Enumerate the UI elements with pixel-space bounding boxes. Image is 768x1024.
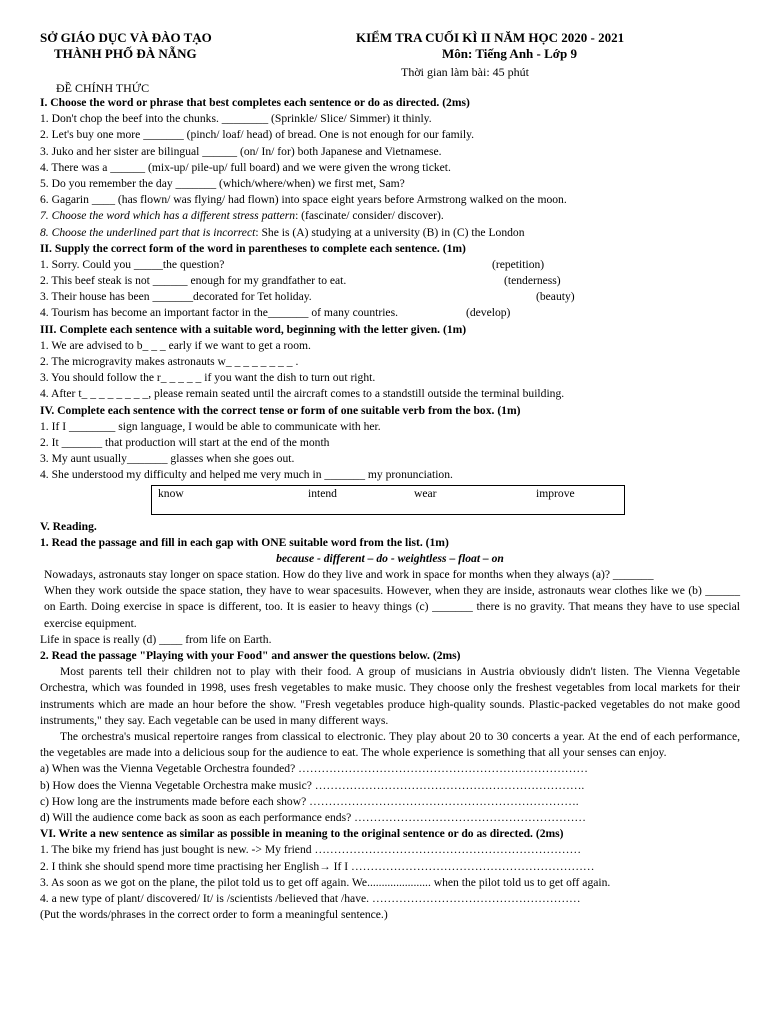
question-line: 4. There was a ______ (mix-up/ pile-up/ full board) and we were given the wrong ticket.: [40, 160, 451, 174]
question-line: 3. As soon as we got on the plane, the pilot told us to get off again. We...................... when the pilot told us to get off again.: [40, 875, 611, 889]
reading-question: b) How does the Vienna Vegetable Orchestra make music? …………………………………………………………….: [40, 778, 585, 792]
question-line: 4. She understood my difficulty and helped me very much in _______ my pronunciation.: [40, 468, 453, 482]
question-line: 6. Gagarin ____ (has flown/ was flying/ had flown) into space eight years before Armstrong walked on the moon.: [40, 193, 567, 207]
question-text: 1. Sorry. Could you _____the question?: [40, 257, 225, 271]
word-hint: (develop): [466, 306, 511, 320]
question-options: : She is (A) studying at a university (B) in (C) the London: [255, 225, 525, 239]
question-line: [40, 289, 740, 305]
question-line: 1. We are advised to b_ _ _ early if we want to get a room.: [40, 338, 311, 352]
verb-option: intend: [308, 486, 337, 500]
time-allowed: Thời gian làm bài: 45 phút: [401, 65, 529, 79]
section-3-title: III. Complete each sentence with a suitable word, beginning with the letter given. (1m): [40, 322, 467, 336]
verb-box: [151, 485, 625, 515]
question-instruction: 8. Choose the underlined part that is incorrect: [40, 225, 256, 239]
reading-question: a) When was the Vienna Vegetable Orchestra founded? …………………………………………………………………: [40, 762, 588, 776]
question-line: 1. If I ________ sign language, I would be able to communicate with her.: [40, 419, 381, 433]
question-line: 4. After t_ _ _ _ _ _ _ _, please remain seated until the aircraft comes to a standstill outside the terminal building.: [40, 387, 565, 401]
section-5-title: V. Reading.: [40, 519, 97, 533]
question-line: [40, 208, 740, 224]
question-line: 2. I think she should spend more time practising her English→ If I ………………………………………………………: [40, 859, 595, 873]
word-list: because - different – do - weightless – float – on: [276, 551, 504, 565]
reading-paragraph: Life in space is really (d) ____ from life on Earth.: [40, 632, 272, 646]
exam-content: [40, 95, 740, 923]
question-line: 2. The microgravity makes astronauts w_ _ _ _ _ _ _ _ .: [40, 355, 299, 368]
question-line: [40, 225, 740, 241]
section-6-title: VI. Write a new sentence as similar as possible in meaning to the original sentence or do as directed. (2ms): [40, 827, 564, 841]
question-line: 3. You should follow the r_ _ _ _ _ if you want the dish to turn out right.: [40, 371, 376, 385]
question-line: 5. Do you remember the day _______ (which/where/when) we first met, Sam?: [40, 176, 405, 190]
reading-question: d) Will the audience come back as soon as each performance ends? ……………………………………………………: [40, 811, 587, 825]
section-4-title: IV. Complete each sentence with the correct tense or form of one suitable verb from the box. (1m): [40, 403, 521, 417]
question-line: (Put the words/phrases in the correct order to form a meaningful sentence.): [40, 908, 388, 922]
question-instruction: 7. Choose the word which has a different stress pattern: [40, 209, 296, 223]
question-line: 4. a new type of plant/ discovered/ It/ is /scientists /believed that /have. ………………………………………………: [40, 891, 581, 905]
reading-paragraph: The orchestra's musical repertoire ranges from classical to electronic. They play about 20 to 30 concerts a year. At the end of each performance, the vegetables are made into a delicious soup for the audience to eat. The whole experience is something that all your senses can enjoy.: [40, 730, 740, 760]
section-2-title: II. Supply the correct form of the word in parentheses to complete each sentence. (1m): [40, 241, 466, 255]
exam-title: KIỂM TRA CUỐI KÌ II NĂM HỌC 2020 - 2021: [356, 30, 625, 45]
reading-2-title: 2. Read the passage "Playing with your Food" and answer the questions below. (2ms): [40, 649, 461, 663]
verb-option: wear: [414, 486, 437, 500]
question-text: 3. Their house has been _______decorated for Tet holiday.: [40, 290, 312, 304]
reading-question: c) How long are the instruments made before each show? …………………………………………………………….: [40, 794, 579, 808]
question-options: : (fascinate/ consider/ discover).: [295, 209, 444, 223]
question-line: 1. Don't chop the beef into the chunks. ________ (Sprinkle/ Slice/ Simmer) it thinly.: [40, 112, 432, 126]
section-1-title: I. Choose the word or phrase that best completes each sentence or do as directed. (2ms): [40, 96, 470, 109]
reading-paragraph: Nowadays, astronauts stay longer on space station. How do they live and work in space for months when they always (a)? _______: [44, 568, 654, 582]
question-line: 3. My aunt usually_______ glasses when she goes out.: [40, 452, 295, 466]
question-line: 3. Juko and her sister are bilingual ______ (on/ In/ for) both Japanese and Vietnamese.: [40, 144, 442, 158]
reading-paragraph: Most parents tell their children not to play with their food. A group of musicians in Austria obviously didn't listen. The Vienna Vegetable Orchestra, which was founded in 1998, uses fresh vegetables to make music. They choose only the freshest vegetables from local markets for their instruments which are made an hour before the show. "Fresh vegetables produce high-quality sounds. Plastic-packed vegetables do not make good instruments," they say. Each vegetable can be used in many different ways.: [40, 665, 740, 727]
reading-paragraph: When they work outside the space station, they have to wear spacesuits. However, when they are inside, astronauts wear clothes like we (b) ______ on Earth. Doing exercise in space is different, too. It is easier to heavy things (c) _______ there is no gravity. That means they have to use special exercise equipment.: [44, 584, 740, 630]
reading-1-title: 1. Read the passage and fill in each gap with ONE suitable word from the list. (1m): [40, 535, 449, 549]
header-left: [40, 30, 212, 62]
verb-option: know: [158, 486, 184, 500]
word-hint: (repetition): [492, 257, 545, 271]
question-line: 2. It _______ that production will start at the end of the month: [40, 435, 330, 449]
official-label: ĐỀ CHÍNH THỨC: [56, 81, 150, 95]
question-line: 2. Let's buy one more _______ (pinch/ loaf/ head) of bread. One is not enough for our family.: [40, 128, 475, 142]
question-line: [40, 305, 740, 321]
question-line: [40, 257, 740, 273]
word-hint: (tenderness): [504, 274, 561, 288]
question-text: 4. Tourism has become an important factor in the_______ of many countries.: [40, 306, 398, 320]
question-line: [40, 273, 740, 289]
subject-line: Môn: Tiếng Anh - Lớp 9: [442, 46, 577, 61]
question-text: 2. This beef steak is not ______ enough for my grandfather to eat.: [40, 274, 347, 288]
question-line: 1. The bike my friend has just bought is new. -> My friend ……………………………………………………………: [40, 843, 582, 857]
verb-option: improve: [536, 486, 575, 500]
word-hint: (beauty): [536, 290, 575, 304]
city-name: THÀNH PHỐ ĐÀ NẴNG: [54, 46, 197, 61]
department-name: SỞ GIÁO DỤC VÀ ĐÀO TẠO: [40, 30, 212, 45]
header-right: [356, 30, 624, 62]
